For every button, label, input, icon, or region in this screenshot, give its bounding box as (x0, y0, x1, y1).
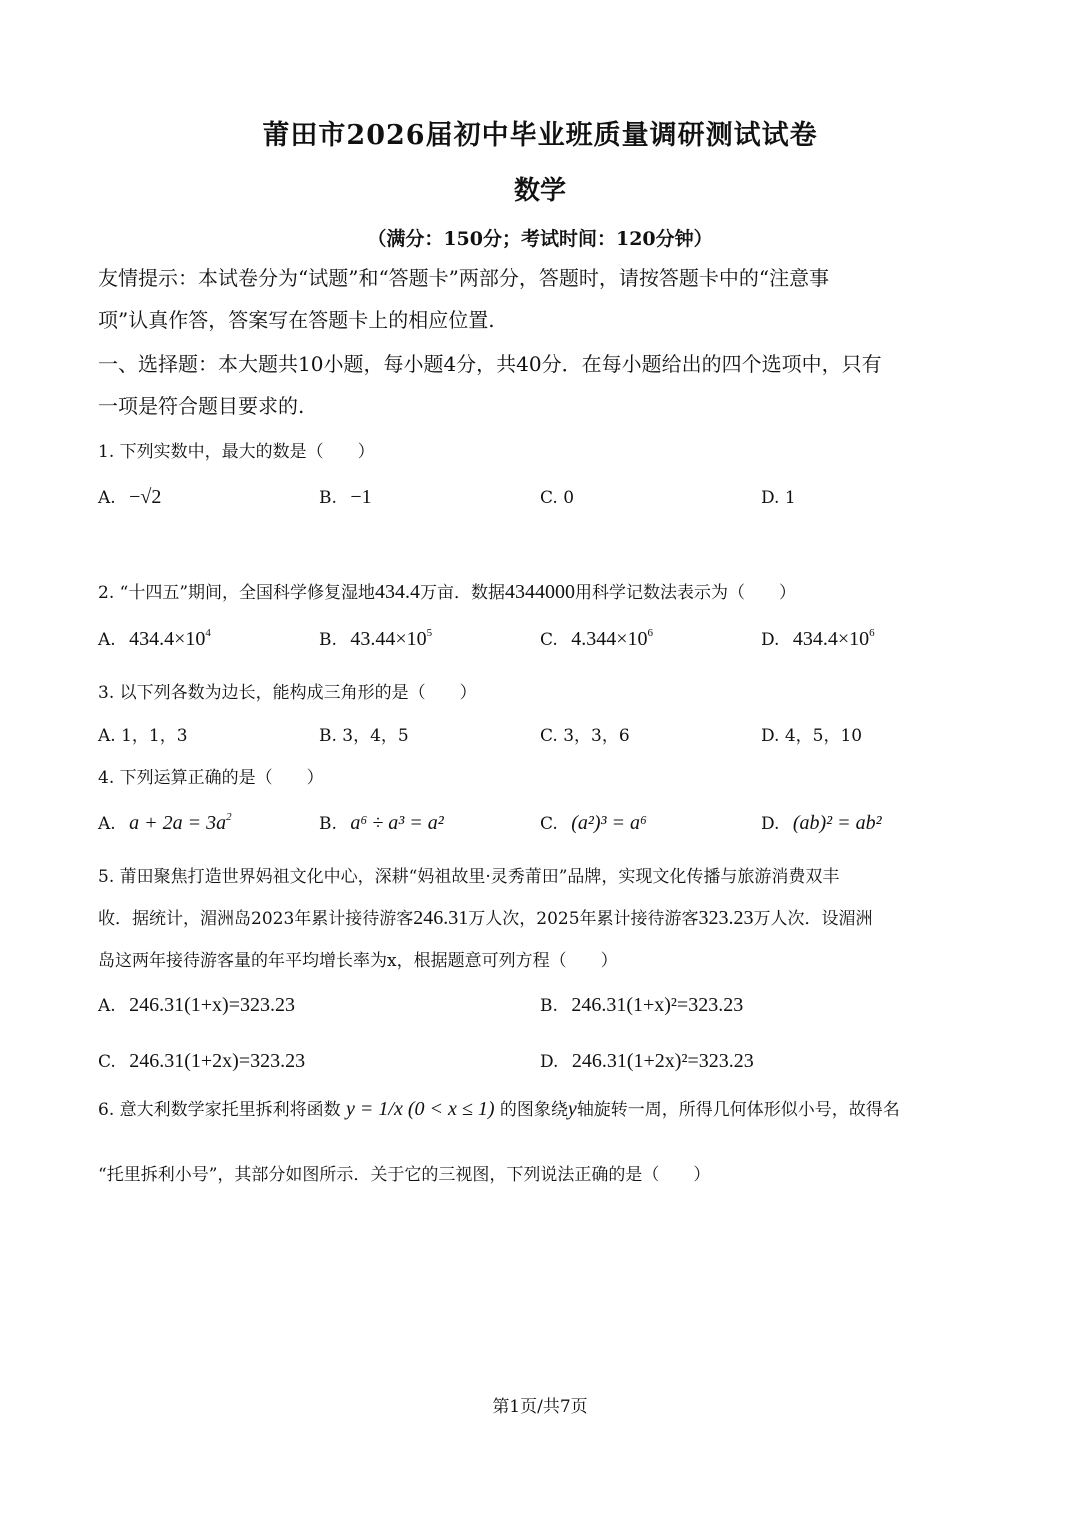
option-expression: (a²)³ = a⁶ (571, 812, 647, 834)
q1-option-d: D. 1 (761, 488, 796, 508)
q4-option-d (761, 812, 882, 835)
option-label: D. (540, 1052, 559, 1072)
option-label: B. (319, 814, 337, 834)
q5-option-a (98, 994, 295, 1017)
option-value (571, 628, 653, 650)
option-expression: 246.31(1+x)=323.23 (129, 994, 295, 1016)
stem-text: 6. 意大利数学家托里拆利将函数 (98, 1100, 341, 1120)
q4-option-c (540, 812, 647, 835)
stem-text: 用科学记数法表示为（ ） (575, 583, 797, 603)
exponent: 4 (205, 627, 211, 639)
q5-option-c (98, 1050, 305, 1073)
option-expression: 246.31(1+2x)=323.23 (129, 1050, 306, 1072)
question-6-line-2: “托里拆利小号”，其部分如图所示．关于它的三视图，下列说法正确的是（ ） (98, 1165, 711, 1185)
q2-option-a (98, 628, 211, 651)
option-label: C. (98, 1052, 116, 1072)
exponent: 5 (426, 627, 433, 639)
function-expression: y = 1/x (0 < x ≤ 1) (346, 1098, 495, 1120)
q2-option-d (761, 628, 875, 651)
question-5-line-1: 5. 莆田聚焦打造世界妈祖文化中心，深耕“妈祖故里·灵秀莆田”品牌，实现文化传播与旅游消费双丰 (98, 867, 840, 887)
option-value: −1 (350, 486, 372, 508)
q1-option-c: C. 0 (540, 488, 575, 508)
stem-number: 434.4 (375, 581, 421, 603)
option-expression: $a + 2a = 3a^2$ (129, 811, 232, 834)
base: 434.4×10 (129, 628, 206, 650)
option-expression: 246.31(1+2x)²=323.23 (571, 1050, 754, 1072)
exponent: 6 (869, 627, 875, 639)
stem-text: 万人次．设湄洲 (753, 909, 873, 929)
notice (98, 257, 978, 341)
option-value (350, 628, 432, 650)
stem-number: 323.23 (698, 907, 754, 929)
question-1-stem: 1. 下列实数中，最大的数是（ ） (98, 442, 375, 462)
expression: a + 2a = 3a (129, 812, 227, 834)
q4-option-a (98, 812, 232, 835)
option-expression: 246.31(1+x)²=323.23 (571, 994, 744, 1016)
stem-text: 万亩．数据 (420, 583, 506, 603)
section-line-2: 一项是符合题目要求的. (98, 394, 305, 418)
stem-number: 4344000 (505, 581, 576, 603)
option-label: B. (319, 630, 337, 650)
q3-option-c: C. 3，3，6 (540, 726, 630, 746)
question-6-line-1 (98, 1095, 978, 1121)
notice-line-2: 项”认真作答，答案写在答题卡上的相应位置. (98, 308, 495, 332)
stem-text: 收．据统计，湄洲岛2023年累计接待游客 (98, 909, 414, 929)
stem-text: 2. “十四五”期间，全国科学修复湿地 (98, 583, 376, 603)
question-2-stem (98, 578, 796, 604)
q2-option-c (540, 628, 653, 651)
base: 434.4×10 (792, 628, 870, 650)
option-label: C. (540, 630, 558, 650)
q2-option-b (319, 628, 432, 651)
variable: y (567, 1098, 577, 1120)
option-label: B. (319, 488, 337, 508)
q1-option-b (319, 486, 372, 509)
question-5-line-2 (98, 904, 873, 930)
option-label: B. (540, 996, 558, 1016)
option-value (793, 628, 875, 650)
stem-number: 246.31 (413, 907, 469, 929)
option-label: C. (540, 814, 558, 834)
section-heading (98, 343, 978, 427)
notice-line-1: 友情提示：本试卷分为“试题”和“答题卡”两部分，答题时，请按答题卡中的“注意事 (98, 266, 830, 290)
q3-option-d: D. 4，5，10 (761, 726, 863, 746)
q4-option-b (319, 812, 444, 835)
option-label: A. (98, 488, 116, 508)
question-5-line-3: 岛这两年接待游客量的年平均增长率为x，根据题意可列方程（ ） (98, 951, 618, 971)
option-label: D. (761, 630, 780, 650)
subject-title: 数学 (513, 176, 566, 206)
option-label: A. (98, 996, 116, 1016)
stem-text: 的图象绕 (499, 1100, 568, 1120)
option-value: −√2 (129, 486, 162, 508)
exam-info: （满分：150分；考试时间：120分钟） (367, 228, 713, 250)
q3-option-a: A. 1，1，3 (98, 726, 188, 746)
page-number: 第1页/共7页 (492, 1397, 588, 1417)
option-expression: a⁶ ÷ a³ = a² (350, 812, 444, 834)
stem-text: 万人次，2025年累计接待游客 (468, 909, 699, 929)
option-label: D. (761, 814, 780, 834)
q3-option-b: B. 3，4，5 (319, 726, 409, 746)
exponent: 6 (647, 627, 653, 639)
q5-option-b (540, 994, 743, 1017)
q1-option-a (98, 486, 161, 509)
option-label: A. (98, 630, 116, 650)
question-4-stem: 4. 下列运算正确的是（ ） (98, 768, 324, 788)
base: 4.344×10 (571, 628, 648, 650)
base: 43.44×10 (350, 628, 427, 650)
section-line-1: 一、选择题：本大题共10小题，每小题4分，共40分．在每小题给出的四个选项中，只有 (98, 352, 882, 376)
option-label: A. (98, 814, 116, 834)
q5-option-d (540, 1050, 754, 1073)
option-value (129, 628, 211, 650)
question-3-stem: 3. 以下列各数为边长，能构成三角形的是（ ） (98, 683, 477, 703)
option-expression: (ab)² = ab² (792, 812, 882, 834)
exam-title: 莆田市2026届初中毕业班质量调研测试试卷 (262, 120, 818, 151)
stem-text: 轴旋转一周，所得几何体形似小号，故得名 (576, 1100, 900, 1120)
